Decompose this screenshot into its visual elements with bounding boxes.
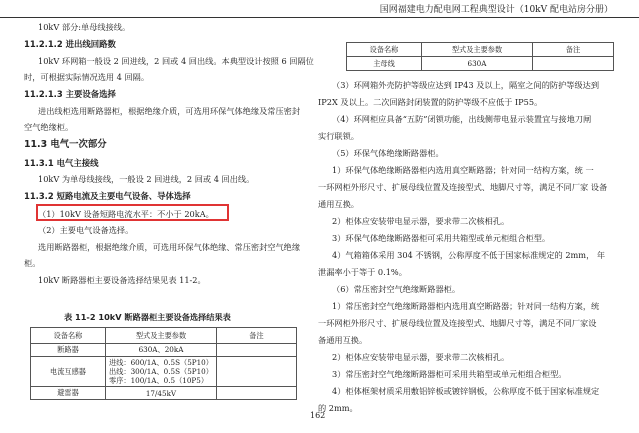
text-line: 4）柜体框架材质采用敷铝锌板或镀锌钢板，公称厚度不低于国家标准规定 xyxy=(332,386,600,396)
table-cell: 630A xyxy=(422,57,533,71)
text-line: （5）环保气体绝缘断路器柜。 xyxy=(332,148,444,158)
text-line: （3）环网箱外壳防护等级应达到 IP43 及以上，隔室之间的防护等级达到 xyxy=(332,80,600,90)
section-heading: 11.2.1.3 主要设备选择 xyxy=(24,89,116,99)
table-row xyxy=(347,57,614,71)
text-line: 的 2mm。 xyxy=(318,403,358,413)
text-line: 时，可根据实际情况选用 4 回隔。 xyxy=(24,72,150,82)
table-cell xyxy=(217,344,297,357)
text-line: 柜。 xyxy=(24,258,41,268)
table-header: 型式及主要参数 xyxy=(106,328,217,344)
page-number: 162 xyxy=(310,411,326,420)
text-line: 备通用互换。 xyxy=(318,335,368,345)
text-line: 2）柜体应安装带电显示器，要求带二次核相孔。 xyxy=(332,352,510,362)
text-line: 1）常压密封空气绝缘断路器柜内选用真空断路器；针对同一结构方案，统 xyxy=(332,301,600,311)
table-header-row xyxy=(31,328,297,344)
section-heading: 11.3.2 短路电流及主要电气设备、导体选择 xyxy=(24,191,191,201)
text-line: 泄漏率小于等于 0.1%。 xyxy=(318,267,407,277)
text-line: 10kV 部分:单母线接线。 xyxy=(38,22,131,32)
text-line: （2）主要电气设备选择。 xyxy=(38,225,134,235)
text-line: 一环网柜外形尺寸、扩展母线位置及连接型式、地脚尺寸等，满足不同厂家设 xyxy=(318,318,597,328)
equipment-table-right xyxy=(346,42,614,71)
text-line: 实行联锁。 xyxy=(318,131,359,141)
text-line: （6）常压密封空气绝缘断路器柜。 xyxy=(332,284,461,294)
table-cell: 电流互感器 xyxy=(31,357,106,387)
table-cell: 避雷器 xyxy=(31,387,106,400)
table-cell xyxy=(533,57,614,71)
text-line: 10kV 断路器柜主要设备选择结果见表 11-2。 xyxy=(38,275,206,285)
table-header: 设备名称 xyxy=(31,328,106,344)
text-line: 4）气箱箱体采用 304 不锈钢，公称厚度不低于国家标准规定的 2mm， 年 xyxy=(332,250,606,260)
equipment-table-left xyxy=(30,327,297,400)
text-line: 进出线柜选用断路器柜，根据绝缘介质，可选用环保气体绝缘及常压密封 xyxy=(38,106,301,116)
text-line: 3）常压密封空气绝缘断路器柜可采用共箱型或单元柜组合柜型。 xyxy=(332,369,567,379)
table-cell: 630A、20kA xyxy=(106,344,217,357)
table-caption: 表 11-2 10kV 断路器柜主要设备选择结果表 xyxy=(64,312,231,322)
text-line: 空气绝缘柜。 xyxy=(24,122,74,132)
table-cell: 断路器 xyxy=(31,344,106,357)
text-line: 1）环保气体绝缘断路器柜内选用真空断路器；针对同一结构方案，统 一 xyxy=(332,165,594,175)
table-header-row xyxy=(347,43,614,57)
table-cell: 17/45kV xyxy=(106,387,217,400)
table-cell: 进线：600/1A、0.5S（5P10） 出线：300/1A、0.5S（5P10） 零序：100/1A、0.5（10P5） xyxy=(106,357,217,387)
red-highlight-box xyxy=(36,204,229,221)
chapter-heading: 11.3 电气一次部分 xyxy=(24,139,107,150)
text-line: 通用互换。 xyxy=(318,199,359,209)
text-line: （4）环网柜应具备“五防”闭锁功能，出线侧带电显示装置宜与接地刀闸 xyxy=(332,114,592,124)
table-header: 备注 xyxy=(533,43,614,57)
text-line: 2）柜体应安装带电显示器，要求带二次核相孔。 xyxy=(332,216,510,226)
table-header: 备注 xyxy=(217,328,297,344)
table-cell xyxy=(217,387,297,400)
table-header: 设备名称 xyxy=(347,43,422,57)
text-line: 一环网柜外形尺寸、扩展母线位置及连接型式、地脚尺寸等，满足不同厂家 设备 xyxy=(318,182,608,192)
table-row xyxy=(31,357,297,387)
text-line: 10kV 环网箱一般设 2 回进线，2 回或 4 回出线。本典型设计按照 6 回隔位 xyxy=(38,56,314,66)
table-cell: 主母线 xyxy=(347,57,422,71)
table-row xyxy=(31,387,297,400)
table-row xyxy=(31,344,297,357)
page-header xyxy=(0,2,639,18)
table-cell xyxy=(217,357,297,387)
text-line: 10kV 为单母线接线，一般设 2 回进线，2 回或 4 回出线。 xyxy=(38,174,255,184)
text-line: IP2X 及以上。二次回路封闭装置的防护等级不应低于 IP55。 xyxy=(318,97,543,107)
table-header: 型式及主要参数 xyxy=(422,43,533,57)
text-line: 3）环保气体绝缘断路器柜可采用共箱型或单元柜组合柜型。 xyxy=(332,233,551,243)
text-line: 选用断路器柜，根据绝缘介质，可选用环保气体绝缘、常压密封空气绝缘 xyxy=(38,242,301,252)
section-heading: 11.3.1 电气主接线 xyxy=(24,158,99,168)
header-title: 国网福建电力配电网工程典型设计（10kV 配电站房分册） xyxy=(379,5,613,15)
section-heading: 11.2.1.2 进出线回路数 xyxy=(24,39,116,49)
highlighted-text: （1）10kV 设备短路电流水平：不小于 20kA。 xyxy=(38,209,214,219)
